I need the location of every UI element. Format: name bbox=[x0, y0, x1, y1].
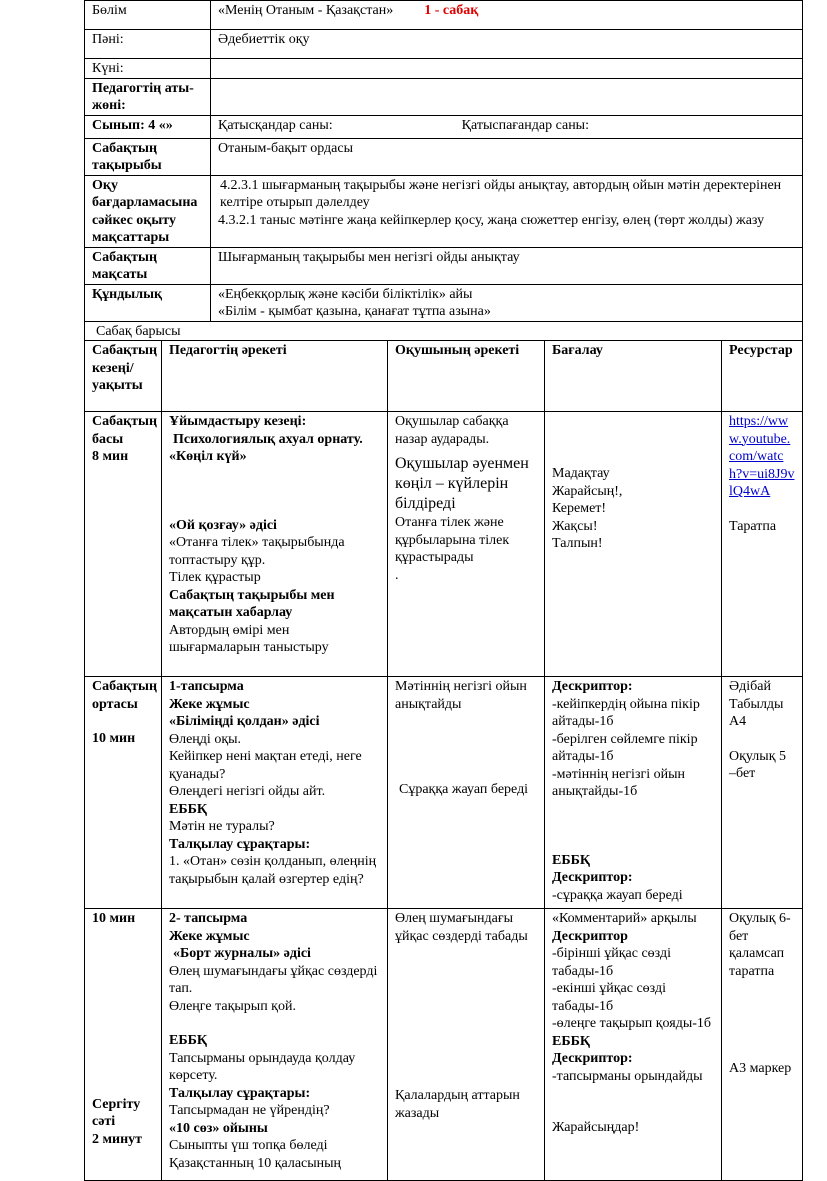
student-text: Отанға тілек және құрбыларына тілек құрастырады bbox=[395, 515, 510, 565]
subject-label: Пәні: bbox=[85, 30, 211, 59]
stage-label: Сергіту сәті bbox=[92, 1096, 141, 1129]
teacher-text: 2- тапсырма bbox=[169, 911, 248, 926]
teacher-text: «Борт журналы» әдісі bbox=[173, 946, 311, 961]
student-text: Оқушылар әуенмен көңіл – күйлерін білдіреді bbox=[395, 455, 529, 512]
teacher-text: Тапсырманы орындауда қолдау көрсету. bbox=[169, 1050, 356, 1083]
section-label: Бөлім bbox=[85, 1, 211, 30]
teacher-text: Психологиялық ахуал орнату. bbox=[173, 431, 363, 447]
objective-2: 4.3.2.1 таныс мәтінге жаңа кейіпкерлер қосу, жаңа сюжеттер енгізу, өлең (төрт жолды) жазу bbox=[218, 212, 765, 228]
student-cell bbox=[388, 677, 545, 909]
class-label: Сынып: 4 «» bbox=[85, 115, 211, 138]
resource-text: Әдібай Табылды А4 bbox=[729, 679, 784, 729]
assessment-text: Жақсы! bbox=[552, 518, 598, 534]
stage-time: 10 мин bbox=[92, 731, 136, 746]
teacher-text: Тапсырмадан не үйрендің? bbox=[169, 1103, 330, 1118]
teacher-text: 1. «Отан» сөзін қолданып, өлеңнің тақырыбын қалай өзгертер едің? bbox=[169, 854, 377, 887]
teacher-text: «10 сөз» ойыны bbox=[169, 1120, 268, 1136]
values-line-2: «Білім - қымбат қазына, қанағат тұтпа азына» bbox=[218, 304, 491, 319]
assessment-text: -екінші ұйқас сөзді табады-1б bbox=[552, 981, 666, 1014]
teacher-value bbox=[211, 78, 803, 115]
teacher-text: ЕББҚ bbox=[169, 801, 208, 817]
teacher-text: «Біліміңді қолдан» әдісі bbox=[169, 714, 320, 729]
teacher-text: Автордың өмірі мен шығармаларын таныстыру bbox=[169, 622, 329, 655]
objectives-label: Оқу бағдарламасына сәйкес оқыту мақсаттары bbox=[85, 175, 211, 247]
assessment-text: Дескриптор: bbox=[552, 1051, 633, 1066]
teacher-text: «Ой қозғау» әдісі bbox=[169, 517, 277, 533]
assessment-text: Дескриптор bbox=[552, 928, 628, 944]
teacher-text: Сыныпты үш топқа бөледі bbox=[169, 1138, 328, 1153]
col-stage: Сабақтың кезеңі/ уақыты bbox=[85, 341, 162, 412]
teacher-text: Жеке жұмыс bbox=[169, 696, 250, 712]
teacher-cell bbox=[162, 412, 388, 677]
section-value: «Менің Отаным - Қазақстан» bbox=[218, 3, 394, 18]
student-text: Сұраққа жауап береді bbox=[399, 782, 529, 797]
resource-text: Оқулық 6-бет қаламсап таратпа bbox=[729, 911, 791, 979]
assessment-text: -берілген сөйлемге пікір айтады-1б bbox=[552, 731, 698, 764]
lesson-plan-page bbox=[84, 0, 802, 1181]
resources-cell bbox=[722, 677, 803, 909]
student-text: . bbox=[395, 567, 399, 583]
col-resources: Ресурстар bbox=[722, 341, 803, 412]
teacher-text: Талқылау сұрақтары: bbox=[169, 1085, 311, 1101]
lesson-number: 1 - сабақ bbox=[424, 3, 479, 18]
teacher-text: ЕББҚ bbox=[169, 1033, 208, 1048]
teacher-text: Өлеңді оқы. bbox=[169, 731, 242, 747]
video-link[interactable]: https://www.youtube.com/watch?v=ui8J9vlQ4wA bbox=[729, 414, 795, 499]
assessment-text: ЕББҚ bbox=[552, 852, 591, 868]
stage-time: 2 минут bbox=[92, 1131, 143, 1147]
stage-time: 8 мин bbox=[92, 449, 129, 464]
goal-value: Шығарманың тақырыбы мен негізгі ойды анықтау bbox=[211, 247, 803, 284]
assessment-text: Керемет! bbox=[552, 501, 607, 516]
date-value bbox=[211, 59, 803, 79]
student-text: Оқушылар сабаққа назар аударады. bbox=[395, 414, 509, 447]
table-row bbox=[85, 909, 803, 1181]
teacher-text: «Көңіл күй» bbox=[169, 449, 247, 464]
col-teacher: Педагогтің әрекеті bbox=[162, 341, 388, 412]
resource-text: Оқулық 5 –бет bbox=[729, 748, 786, 781]
table-row bbox=[85, 412, 803, 677]
teacher-text: 1-тапсырма bbox=[169, 679, 244, 694]
values-line-1: «Еңбекқорлық және кәсіби біліктілік» айы bbox=[218, 286, 473, 302]
absent-label: Қатыспағандар саны: bbox=[461, 117, 589, 133]
col-assessment: Бағалау bbox=[545, 341, 722, 412]
stage-time: 10 мин bbox=[92, 911, 136, 926]
stage-cell bbox=[85, 677, 162, 909]
assessment-text: ЕББҚ bbox=[552, 1033, 591, 1049]
student-text: Қалалардың аттарын жазады bbox=[395, 1088, 520, 1121]
teacher-text: «Отанға тілек» тақырыбында топтастыру құр. bbox=[169, 535, 345, 568]
teacher-text: Сабақтың тақырыбы мен мақсатын хабарлау bbox=[169, 587, 335, 620]
teacher-text: Өлеңге тақырып қой. bbox=[169, 998, 296, 1014]
student-text: Мәтіннің негізгі ойын анықтайды bbox=[395, 679, 527, 712]
values-label: Құндылық bbox=[85, 284, 211, 321]
teacher-text: Жеке жұмыс bbox=[169, 928, 250, 944]
stage-label: Сабақтың басы bbox=[92, 414, 158, 447]
teacher-label: Педагогтің аты-жөні: bbox=[85, 78, 211, 115]
stage-cell bbox=[85, 412, 162, 677]
assessment-text: Жарайсың!, bbox=[552, 483, 623, 499]
student-cell bbox=[388, 909, 545, 1181]
assessment-text: Жарайсыңдар! bbox=[552, 1120, 640, 1135]
progress-title: Сабақ барысы bbox=[85, 321, 803, 341]
teacher-cell bbox=[162, 909, 388, 1181]
teacher-text: Тілек құрастыр bbox=[169, 570, 261, 585]
teacher-text: Өлең шумағындағы ұйқас сөздерді тап. bbox=[169, 963, 378, 996]
stage-cell bbox=[85, 909, 162, 1181]
objective-1: 4.2.3.1 шығарманың тақырыбы және негізгі ойды анықтау, автордың ойын мәтін деректерінен келтіре отырып дәлелдеу bbox=[220, 177, 782, 210]
student-text: Өлең шумағындағы ұйқас сөздерді табады bbox=[395, 911, 528, 944]
table-row bbox=[85, 677, 803, 909]
teacher-text: Талқылау сұрақтары: bbox=[169, 836, 311, 852]
assessment-text: -өлеңге тақырып қояды-1б bbox=[552, 1016, 712, 1031]
resource-text: А3 маркер bbox=[729, 1061, 792, 1076]
assessment-text: -бірінші ұйқас сөзді табады-1б bbox=[552, 946, 671, 979]
teacher-cell bbox=[162, 677, 388, 909]
assessment-text: -тапсырманы орындайды bbox=[552, 1068, 703, 1084]
date-label: Күні: bbox=[85, 59, 211, 79]
assessment-cell bbox=[545, 677, 722, 909]
student-cell bbox=[388, 412, 545, 677]
resources-cell bbox=[722, 412, 803, 677]
goal-label: Сабақтың мақсаты bbox=[85, 247, 211, 284]
assessment-text: «Комментарий» арқылы bbox=[552, 911, 697, 926]
teacher-text: Мәтін не туралы? bbox=[169, 819, 275, 834]
assessment-text: -сұраққа жауап береді bbox=[552, 887, 683, 903]
resource-text: Таратпа bbox=[729, 518, 777, 534]
assessment-cell bbox=[545, 412, 722, 677]
objectives-value bbox=[211, 175, 803, 247]
header-table bbox=[84, 0, 803, 341]
assessment-text: Дескриптор: bbox=[552, 679, 633, 694]
assessment-text: -мәтіннің негізгі ойын анықтайды-1б bbox=[552, 766, 685, 799]
attendance-cell bbox=[211, 115, 803, 138]
teacher-text: Өлеңдегі негізгі ойды айт. bbox=[169, 784, 326, 799]
values-value bbox=[211, 284, 803, 321]
assessment-text: Дескриптор: bbox=[552, 870, 633, 885]
col-student: Оқушының әрекеті bbox=[388, 341, 545, 412]
section-value-cell bbox=[211, 1, 803, 30]
stage-label: Сабақтың ортасы bbox=[92, 679, 158, 712]
teacher-text: Қазақстанның 10 қаласының bbox=[169, 1155, 342, 1171]
present-label: Қатысқандар саны: bbox=[218, 117, 333, 133]
topic-label: Сабақтың тақырыбы bbox=[85, 138, 211, 175]
assessment-text: Мадақтау bbox=[552, 466, 610, 481]
assessment-text: Талпын! bbox=[552, 536, 603, 551]
teacher-text: Кейіпкер нені мақтан етеді, неге қуанады? bbox=[169, 749, 362, 782]
assessment-cell bbox=[545, 909, 722, 1181]
progress-table bbox=[84, 340, 803, 1181]
topic-value: Отаным-бақыт ордасы bbox=[211, 138, 803, 175]
subject-value: Әдебиеттік оқу bbox=[211, 30, 803, 59]
teacher-text: Ұйымдастыру кезеңі: bbox=[169, 414, 307, 429]
resources-cell bbox=[722, 909, 803, 1181]
assessment-text: -кейіпкердің ойына пікір айтады-1б bbox=[552, 696, 700, 729]
